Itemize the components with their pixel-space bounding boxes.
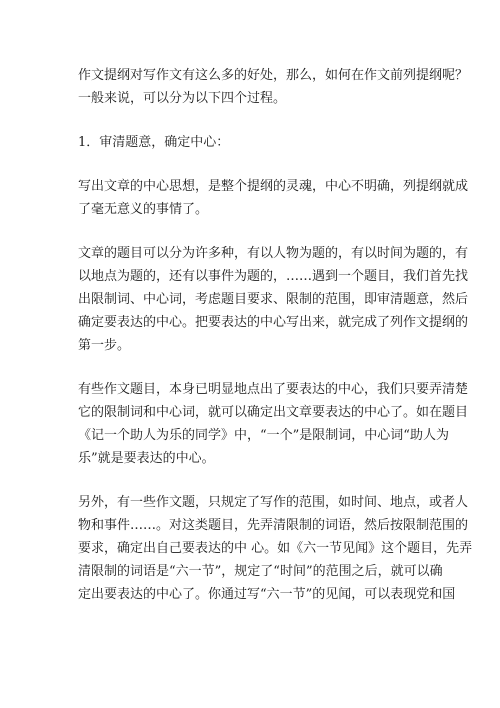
text-line: 第一步。 — [78, 338, 131, 353]
text-line: 有些作文题目，本身已明显地点出了要表达的中心，我们只要弄清楚 — [78, 382, 469, 397]
text-line: 确定要表达的中心。把要表达的中心写出来，就完成了列作文提纲的 — [78, 315, 469, 330]
text-line: 一般来说，可以分为以下四个过程。 — [78, 91, 287, 106]
text-line: 写出文章的中心思想，是整个提纲的灵魂，中心不明确，列提纲就成 — [78, 179, 469, 194]
text-line: 了毫无意义的事情了。 — [78, 202, 209, 217]
text-line: 要求，确定出自己要表达的中 心。如《六一节见闻》这个题目，先弄 — [78, 541, 473, 556]
text-line: 文章的题目可以分为许多种，有以人物为题的，有以时间为题的，有 — [78, 246, 469, 261]
text-line: 以地点为题的，还有以事件为题的，……遇到一个题目，我们首先找 — [78, 269, 469, 284]
text-line: 它的限制词和中心词，就可以确定出文章要表达的中心了。如在题目 — [78, 405, 469, 420]
text-line: 出限制词、中心词，考虑题目要求、限制的范围，即审清题意，然后 — [78, 292, 469, 307]
paragraph-explicit-center — [78, 378, 469, 470]
text-line: 物和事件……。对这类题目，先弄清限制的词语，然后按限制范围的 — [78, 518, 469, 533]
paragraph-intro — [78, 64, 469, 110]
document-body — [78, 64, 473, 606]
text-line: 《记一个助人为乐的同学》中，“一个”是限制词，中心词“助人为 — [78, 428, 449, 443]
text-line: 清限制的词语是“六一节”，规定了“时间”的范围之后，就可以确 — [78, 564, 443, 579]
paragraph-central-idea — [78, 175, 469, 221]
text-line: 作文提纲对写作文有这么多的好处，那么，如何在作文前列提纲呢？ — [78, 68, 469, 83]
text-line: 定出要表达的中心了。你通过写“六一节”的见闻，可以表现党和国 — [78, 587, 456, 602]
section-heading — [78, 131, 424, 154]
text-line: 另外，有一些作文题，只规定了写作的范围，如时间、地点，或者人 — [78, 495, 469, 510]
paragraph-scope-only — [78, 491, 473, 606]
text-line: 乐”就是要表达的中心。 — [78, 451, 215, 466]
paragraph-title-types — [78, 242, 469, 357]
heading-line: 1．审清题意，确定中心： — [78, 135, 230, 150]
